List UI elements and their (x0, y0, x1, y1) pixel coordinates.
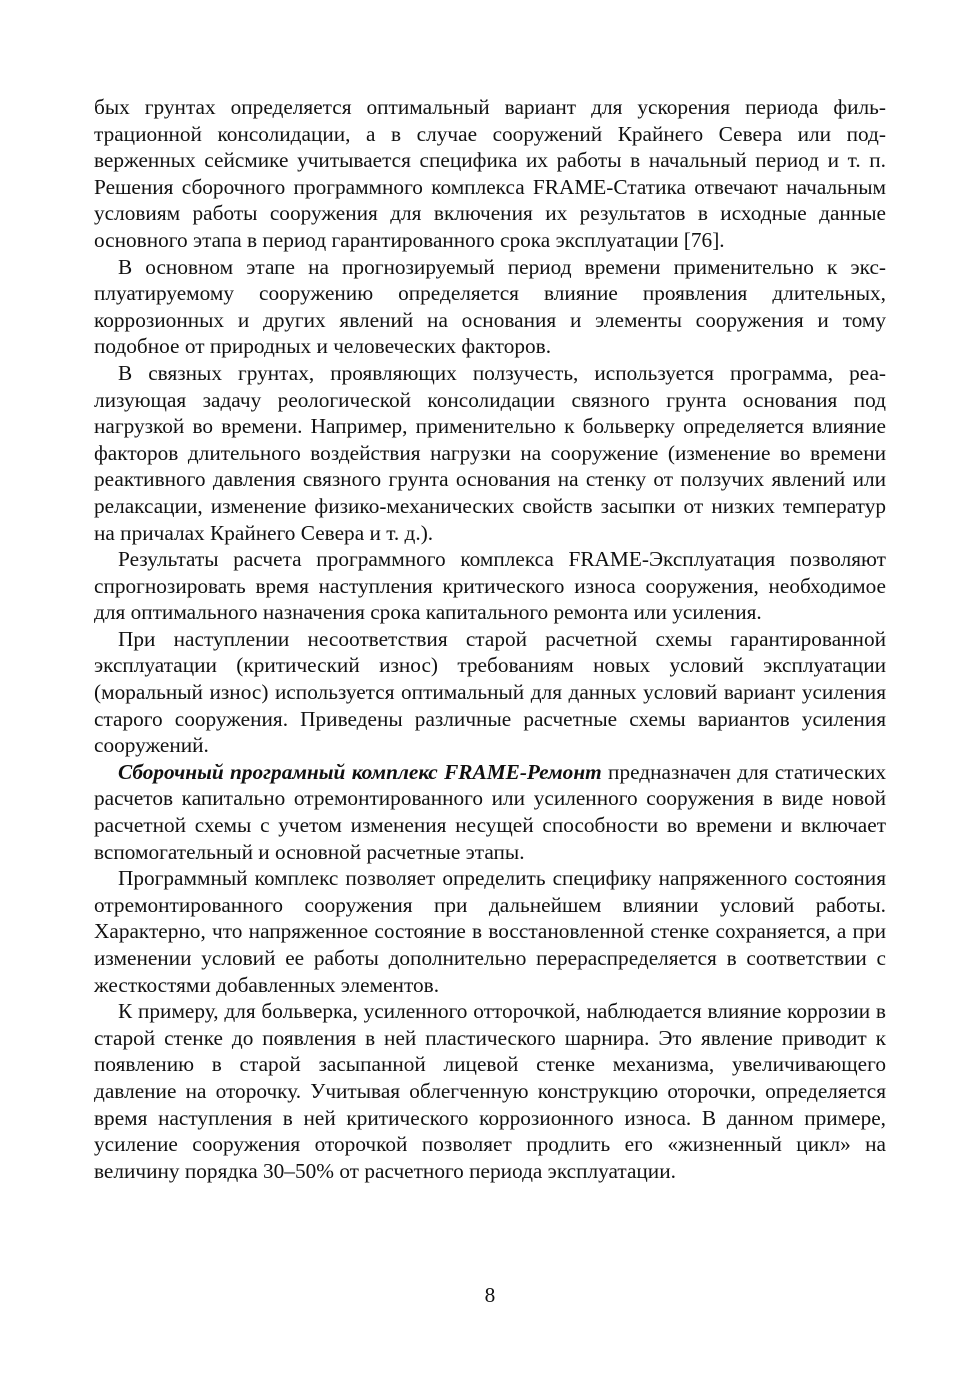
paragraph-2: В основном этапе на прогнозируемый период времени применительно к эксплуатируемому сооружению определяется влияние проявления длительных, коррозионных и других явлений на основания и элементы сооружения и тому подобное от природных и человеческих факторов. (94, 254, 886, 359)
paragraph-6-lead: Сборочный програмный комплекс FRAME-Ремонт (118, 759, 602, 784)
paragraph-4: Результаты расчета программного комплекса FRAME-Эксплуатация позволяют спрогнозировать время наступления критического износа сооружения, необходимое для оптимального назначения срока капитального ремонта или усиления. (94, 547, 886, 625)
paragraph-8: К примеру, для больверка, усиленного отторочкой, наблюдается влияние коррозии в старой стенке до появления в ней пластического шарнира. Это явление приводит к появлению в старой засыпанной лицевой стенке механизма, увеличивающего давление на оторочку. Учитывая облегченную конструкцию оторочки, определяется время наступления в ней критического коррозионного износа. В данном примере, усиление сооружения оторочкой позволяет продлить его «жизненный цикл» на величину порядка 30–50% от расчетного периода эксплуатации. (94, 999, 886, 1183)
paragraph-6 (94, 759, 886, 865)
paragraph-6-body: предназначен для статических расчетов капитально отремонтированного или усиленного сооружения в виде новой расчетной схемы с учетом изменения несущей способности во времени и включает вспомогательный и основной расчетные этапы. (94, 759, 886, 864)
page-number: 8 (484, 1283, 496, 1307)
paragraph-7: Программный комплекс позволяет определить специфику напряженного состояния отремонтированного сооружения при дальнейшем влиянии условий работы. Характерно, что напряженное состояние в восстановленной стенке сохраняется, а при изменении условий ее работы дополнительно перераспределяется в соответствии с жесткостями добавленных элементов. (94, 866, 886, 997)
paragraph-3: В связных грунтах, проявляющих ползучесть, используется программа, реализующая задачу реологической консолидации связного грунта основания под нагрузкой во времени. Например, применительно к больверку определяется влияние факторов длительного воздействия нагрузки на сооружение (изменение во времени реактивного давления связного грунта основания на стенку от ползучих явлений или релаксации, изменение физико-механических свойств засыпки от низких температур на причалах Крайнего Севера и т. д.). (94, 360, 886, 545)
paragraph-1: бых грунтах определяется оптимальный вариант для ускорения периода фильтрационной консолидации, а в случае сооружений Крайнего Севера или подверженных сейсмике учитывается специфика их работы в начальный период и т. п. Решения сборочного программного комплекса FRAME-Статика отвечают начальным условиям работы сооружения для включения их результатов в исходные данные основного этапа в период гарантированного срока эксплуатации [76]. (94, 95, 886, 252)
document-page (94, 94, 886, 1184)
paragraph-5: При наступлении несоответствия старой расчетной схемы гарантированной эксплуатации (критический износ) требованиям новых условий эксплуатации (моральный износ) используется оптимальный для данных условий вариант усиления старого сооружения. Приведены различные расчетные схемы вариантов усиления сооружений. (94, 626, 886, 758)
